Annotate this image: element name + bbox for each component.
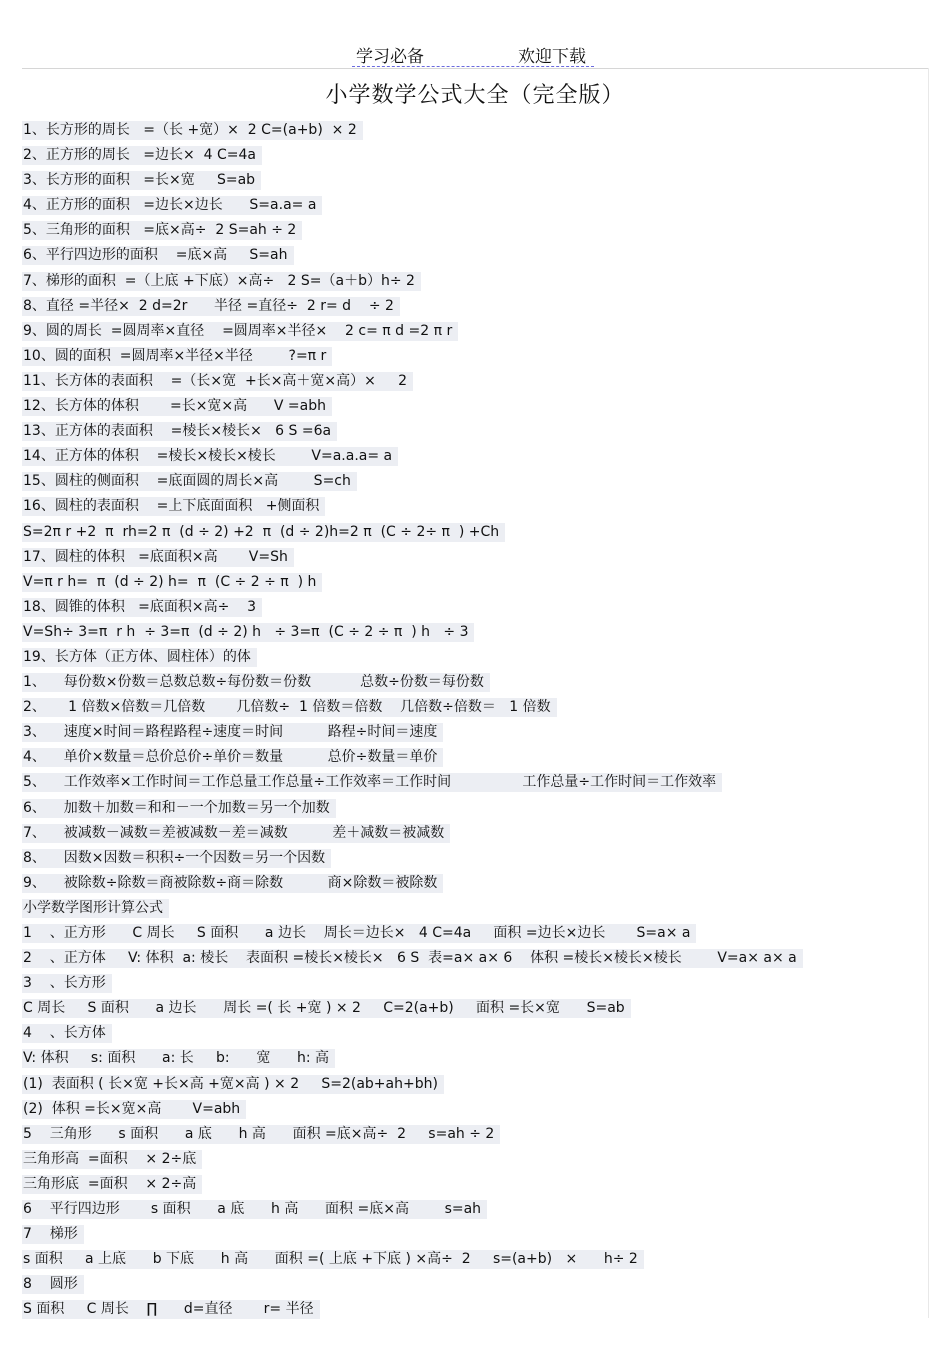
formula-line (22, 269, 928, 294)
formula-line (22, 670, 928, 695)
formula-line (22, 1297, 928, 1322)
formula-line (22, 570, 928, 595)
formula-line (22, 971, 928, 996)
formula-line (22, 896, 928, 921)
formula-text: 9、 被除数÷除数＝商被除数÷商＝除数 商×除数＝被除数 (22, 874, 443, 893)
formula-text: 18、圆锥的体积 =底面积×高÷ 3 (22, 598, 262, 617)
formula-text: (1) 表面积 ( 长×宽 +长×高 +宽×高 ) × 2 S=2(ab+ah+bh) (22, 1075, 444, 1094)
formula-line (22, 419, 928, 444)
document-title: 小学数学公式大全（完全版） (325, 83, 625, 108)
formula-line (22, 1072, 928, 1097)
formula-text: 8、直径 =半径× 2 d=2r 半径 =直径÷ 2 r= d ÷ 2 (22, 297, 400, 316)
header-right-text: 欢迎下载 (518, 47, 586, 67)
formula-line (22, 319, 928, 344)
formula-line (22, 168, 928, 193)
formula-text: 2、 1 倍数×倍数＝几倍数 几倍数÷ 1 倍数＝倍数 几倍数÷倍数＝ 1 倍数 (22, 698, 557, 717)
formula-text: 17、圆柱的体积 =底面积×高 V=Sh (22, 548, 294, 567)
formula-line (22, 118, 928, 143)
formula-text: 14、正方体的体积 =棱长×棱长×棱长 V=a.a.a= a (22, 447, 398, 466)
formula-line (22, 1197, 928, 1222)
formula-line (22, 494, 928, 519)
formula-text: 6、 加数＋加数＝和和－一个加数＝另一个加数 (22, 799, 336, 818)
formula-line (22, 394, 928, 419)
formula-text: 4 、长方体 (22, 1024, 112, 1043)
header-rule (22, 68, 928, 69)
formula-line (22, 469, 928, 494)
formula-text: 3 、长方形 (22, 974, 112, 993)
formula-text: 16、圆柱的表面积 =上下底面面积 +侧面积 (22, 497, 325, 516)
formula-text: V: 体积 s: 面积 a: 长 b: 宽 h: 高 (22, 1049, 335, 1068)
formula-line (22, 871, 928, 896)
formula-text: 6 平行四边形 s 面积 a 底 h 高 面积 =底×高 s=ah (22, 1200, 487, 1219)
formula-text: 19、长方体（正方体、圆柱体）的体 (22, 648, 257, 667)
formula-line (22, 545, 928, 570)
formula-line (22, 595, 928, 620)
formula-text: (2) 体积 =长×宽×高 V=abh (22, 1100, 246, 1119)
formula-text: 4、 单价×数量＝总价总价÷单价＝数量 总价÷数量＝单价 (22, 748, 443, 767)
formula-text: 3、 速度×时间＝路程路程÷速度＝时间 路程÷时间＝速度 (22, 723, 443, 742)
formula-text: S 面积 C 周长 ∏ d=直径 r= 半径 (22, 1300, 320, 1319)
formula-text: 1 、正方形 C 周长 S 面积 a 边长 周长＝边长× 4 C=4a 面积 =边长×边长 S=a× a (22, 924, 696, 943)
formula-line (22, 444, 928, 469)
formula-text: 7、梯形的面积 =（上底 +下底）×高÷ 2 S=（a＋b）h÷ 2 (22, 272, 421, 291)
formula-text: 5、 工作效率×工作时间＝工作总量工作总量÷工作效率＝工作时间 工作总量÷工作时间＝工作效率 (22, 773, 722, 792)
formula-line (22, 645, 928, 670)
formula-text: V=Sh÷ 3=π r h ÷ 3=π (d ÷ 2) h ÷ 3=π (C ÷ 2 ÷ π ) h ÷ 3 (22, 623, 474, 642)
formula-line (22, 620, 928, 645)
formula-text: V=π r h= π (d ÷ 2) h= π (C ÷ 2 ÷ π ) h (22, 573, 322, 592)
formula-line (22, 1272, 928, 1297)
formula-text: 11、长方体的表面积 =（长×宽 +长×高＋宽×高）× 2 (22, 372, 413, 391)
formula-line (22, 1247, 928, 1272)
formula-line (22, 720, 928, 745)
formula-text: 三角形底 =面积 × 2÷高 (22, 1175, 202, 1194)
formula-line (22, 1046, 928, 1071)
formula-line (22, 946, 928, 971)
formula-text: 15、圆柱的侧面积 =底面圆的周长×高 S=ch (22, 472, 357, 491)
formula-line (22, 344, 928, 369)
formula-line (22, 1222, 928, 1247)
formula-line (22, 1147, 928, 1172)
formula-text: S=2π r +2 π rh=2 π (d ÷ 2) +2 π (d ÷ 2)h=2 π (C ÷ 2÷ π ) +Ch (22, 523, 505, 542)
formula-text: 5、三角形的面积 =底×高÷ 2 S=ah ÷ 2 (22, 221, 302, 240)
formula-text: 5 三角形 s 面积 a 底 h 高 面积 =底×高÷ 2 s=ah ÷ 2 (22, 1125, 500, 1144)
formula-text: 小学数学图形计算公式 (22, 899, 169, 918)
formula-line (22, 1097, 928, 1122)
formula-text: 2、正方形的周长 =边长× 4 C=4a (22, 146, 262, 165)
formula-text: 10、圆的面积 =圆周率×半径×半径 ?=π r (22, 347, 332, 366)
formula-text: 4、正方形的面积 =边长×边长 S=a.a= a (22, 196, 322, 215)
formula-text: 9、圆的周长 =圆周率×直径 =圆周率×半径× 2 c= π d =2 π r (22, 322, 458, 341)
formula-text: 3、长方形的面积 =长×宽 S=ab (22, 171, 261, 190)
formula-line (22, 143, 928, 168)
formula-line (22, 218, 928, 243)
formula-text: 12、长方体的体积 =长×宽×高 V =abh (22, 397, 332, 416)
formula-line (22, 996, 928, 1021)
formula-line (22, 695, 928, 720)
formula-line (22, 770, 928, 795)
formula-list (22, 118, 928, 1323)
formula-line (22, 520, 928, 545)
formula-line (22, 369, 928, 394)
formula-line (22, 1172, 928, 1197)
formula-line (22, 921, 928, 946)
formula-text: 13、正方体的表面积 =棱长×棱长× 6 S =6a (22, 422, 337, 441)
formula-line (22, 846, 928, 871)
formula-line (22, 796, 928, 821)
header-left-text: 学习必备 (356, 47, 424, 67)
formula-text: C 周长 S 面积 a 边长 周长 =( 长 +宽 ) × 2 C=2(a+b) 面积 =长×宽 S=ab (22, 999, 631, 1018)
formula-text: s 面积 a 上底 b 下底 h 高 面积 =( 上底 +下底 ) ×高÷ 2 s=(a+b) × h÷ 2 (22, 1250, 644, 1269)
formula-line (22, 243, 928, 268)
formula-text: 7 梯形 (22, 1225, 84, 1244)
formula-text: 三角形高 =面积 × 2÷底 (22, 1150, 202, 1169)
formula-line (22, 193, 928, 218)
formula-text: 8、 因数×因数＝积积÷一个因数＝另一个因数 (22, 849, 331, 868)
formula-line (22, 821, 928, 846)
formula-text: 2 、正方体 V: 体积 a: 棱长 表面积 =棱长×棱长× 6 S 表=a× a× 6 体积 =棱长×棱长×棱长 V=a× a× a (22, 949, 803, 968)
formula-text: 7、 被减数－减数＝差被减数－差＝减数 差＋减数＝被减数 (22, 824, 450, 843)
page-header (0, 40, 950, 70)
formula-line (22, 1122, 928, 1147)
formula-line (22, 745, 928, 770)
formula-line (22, 1021, 928, 1046)
formula-text: 6、平行四边形的面积 =底×高 S=ah (22, 246, 294, 265)
page-right-border (928, 68, 929, 1318)
formula-text: 1、 每份数×份数＝总数总数÷每份数＝份数 总数÷份数＝每份数 (22, 673, 490, 692)
formula-line (22, 294, 928, 319)
formula-text: 8 圆形 (22, 1275, 84, 1294)
header-dashed-underline (352, 66, 594, 67)
formula-text: 1、长方形的周长 =（长 +宽）× 2 C=(a+b) × 2 (22, 121, 363, 140)
